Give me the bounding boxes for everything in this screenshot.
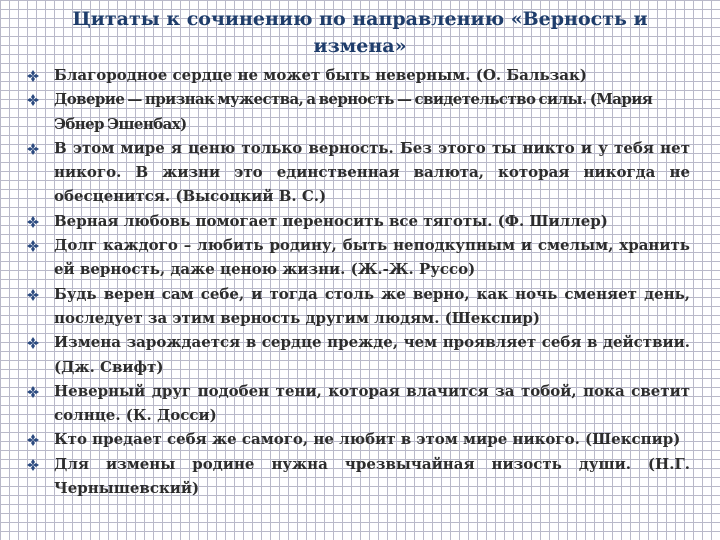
diamond-bullet-icon	[27, 434, 39, 446]
quote-text: Будь верен сам себе, и тогда столь же верно, как ночь сменяет день, последует за этим верность другим людям. (Шекспир)	[54, 284, 690, 327]
diamond-bullet-icon	[27, 143, 39, 155]
quote-text: Кто предает себя же самого, не любит в этом мире никого. (Шекспир)	[54, 430, 681, 449]
slide-title: Цитаты к сочинению по направлению «Верность и измена»	[72, 8, 648, 57]
quote-item	[26, 427, 690, 451]
diamond-bullet-icon	[27, 216, 39, 228]
diamond-bullet-icon	[27, 240, 39, 252]
quote-text: В этом мире я ценю только верность. Без этого ты никто и у тебя нет никого. В жизни это единственная валюта, которая никогда не обесценится. (Высоцкий В. С.)	[54, 138, 690, 206]
quote-item	[26, 452, 690, 501]
quote-item	[26, 136, 690, 209]
diamond-bullet-icon	[27, 386, 39, 398]
quote-list	[26, 63, 690, 500]
quote-item	[26, 330, 690, 379]
quote-text: Долг каждого – любить родину, быть неподкупным и смелым, хранить ей верность, даже ценою жизни. (Ж.-Ж. Руссо)	[54, 236, 690, 279]
quote-item	[26, 63, 690, 87]
quote-text: Для измены родине нужна чрезвычайная низость души. (Н.Г. Чернышевский)	[54, 454, 690, 498]
diamond-bullet-icon	[27, 94, 39, 106]
quote-item	[26, 282, 690, 331]
diamond-bullet-icon	[27, 337, 39, 349]
quote-text: Верная любовь помогает переносить все тяготы. (Ф. Шиллер)	[54, 211, 608, 230]
quote-text: Измена зарождается в сердце прежде, чем проявляет себя в действии. (Дж. Свифт)	[54, 333, 690, 376]
quote-text: Доверие — признак мужества, а верность — свидетельство силы. (Мария Эбнер Эшенбах)	[54, 90, 653, 133]
quote-item	[26, 233, 690, 282]
diamond-bullet-icon	[27, 289, 39, 301]
quote-item	[26, 87, 690, 136]
quote-text: Благородное сердце не может быть неверным. (О. Бальзак)	[54, 66, 587, 84]
diamond-bullet-icon	[27, 459, 39, 471]
quote-text: Неверный друг подобен тени, которая влачится за тобой, пока светит солнце. (К. Досси)	[54, 381, 690, 425]
diamond-bullet-icon	[27, 70, 39, 82]
quote-item	[26, 379, 690, 428]
quote-item	[26, 209, 690, 233]
